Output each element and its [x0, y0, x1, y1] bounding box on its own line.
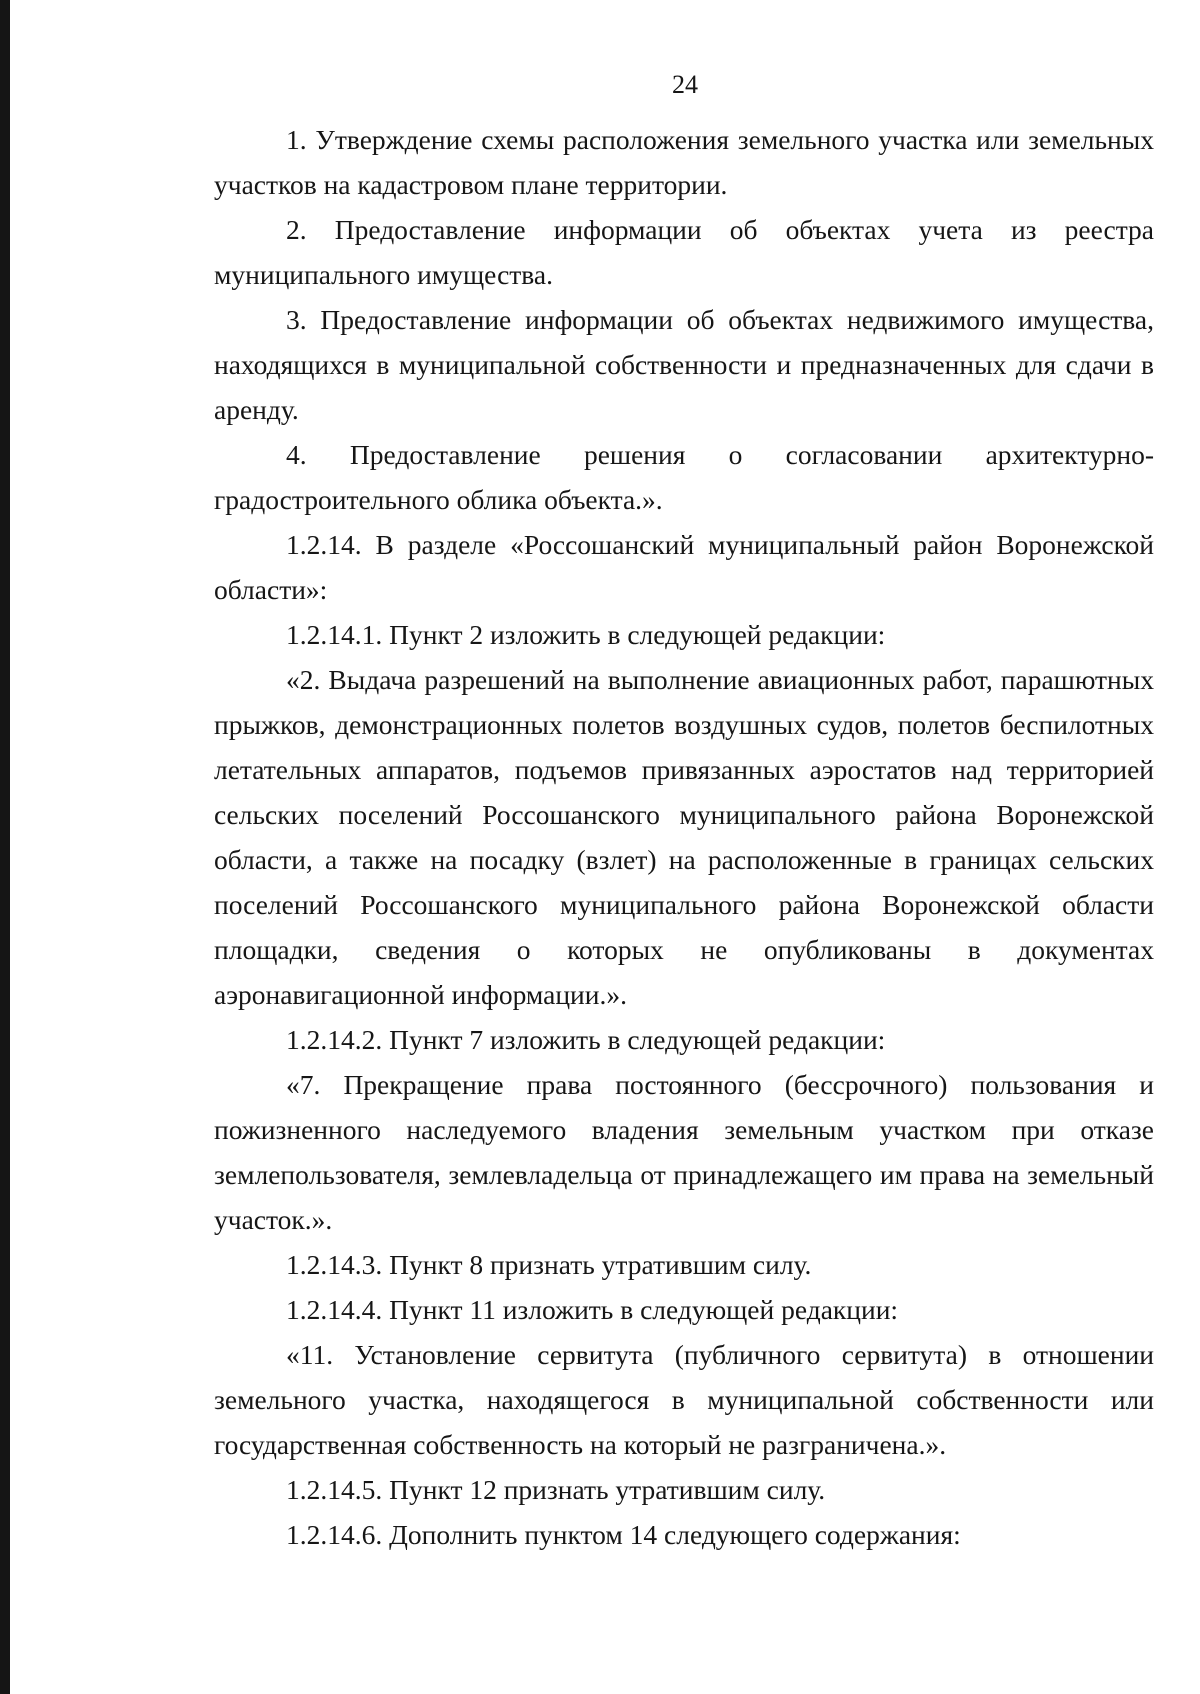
- paragraph-quote-item-7: «7. Прекращение права постоянного (бессрочного) пользования и пожизненного наследуемого владения земельным участком при отказе землепользователя, землевладельца от принадлежащего им права на земельный участок.».: [214, 1069, 1154, 1235]
- paragraph-1-2-14-6: 1.2.14.6. Дополнить пунктом 14 следующего содержания:: [286, 1519, 961, 1550]
- paragraph-item-2: 2. Предоставление информации об объектах учета из реестра муниципального имущества.: [214, 214, 1154, 290]
- paragraph-item-3: 3. Предоставление информации об объектах недвижимого имущества, находящихся в муниципальной собственности и предназначенных для сдачи в аренду.: [214, 304, 1154, 425]
- paragraph-1-2-14-1: 1.2.14.1. Пункт 2 изложить в следующей редакции:: [286, 619, 886, 650]
- paragraph-quote-item-11: «11. Установление сервитута (публичного сервитута) в отношении земельного участка, находящегося в муниципальной собственности или государственная собственность на который не разграничена.».: [214, 1339, 1154, 1460]
- paragraph-section-1-2-14: 1.2.14. В разделе «Россошанский муниципальный район Воронежской области»:: [214, 529, 1154, 605]
- paragraph-item-1: 1. Утверждение схемы расположения земельного участка или земельных участков на кадастровом плане территории.: [214, 124, 1154, 200]
- scan-edge-shadow: [0, 0, 10, 1694]
- page-body: [214, 117, 1154, 1557]
- paragraph-1-2-14-5: 1.2.14.5. Пункт 12 признать утратившим силу.: [286, 1474, 826, 1505]
- paragraph-quote-item-2: «2. Выдача разрешений на выполнение авиационных работ, парашютных прыжков, демонстрационных полетов воздушных судов, полетов беспилотных летательных аппаратов, подъемов привязанных аэростатов над территорией сельских поселений Россошанского муниципального района Воронежской области, а также на посадку (взлет) на расположенные в границах сельских поселений Россошанского муниципального района Воронежской области площадки, сведения о которых не опубликованы в документах аэронавигационной информации.».: [214, 664, 1154, 1010]
- paragraph-1-2-14-4: 1.2.14.4. Пункт 11 изложить в следующей редакции:: [286, 1294, 899, 1325]
- paragraph-item-4: 4. Предоставление решения о согласовании архитектурно-градостроительного облика объекта.».: [214, 439, 1154, 515]
- paragraph-1-2-14-3: 1.2.14.3. Пункт 8 признать утратившим силу.: [286, 1249, 812, 1280]
- page-number: 24: [672, 70, 698, 99]
- paragraph-1-2-14-2: 1.2.14.2. Пункт 7 изложить в следующей редакции:: [286, 1024, 886, 1055]
